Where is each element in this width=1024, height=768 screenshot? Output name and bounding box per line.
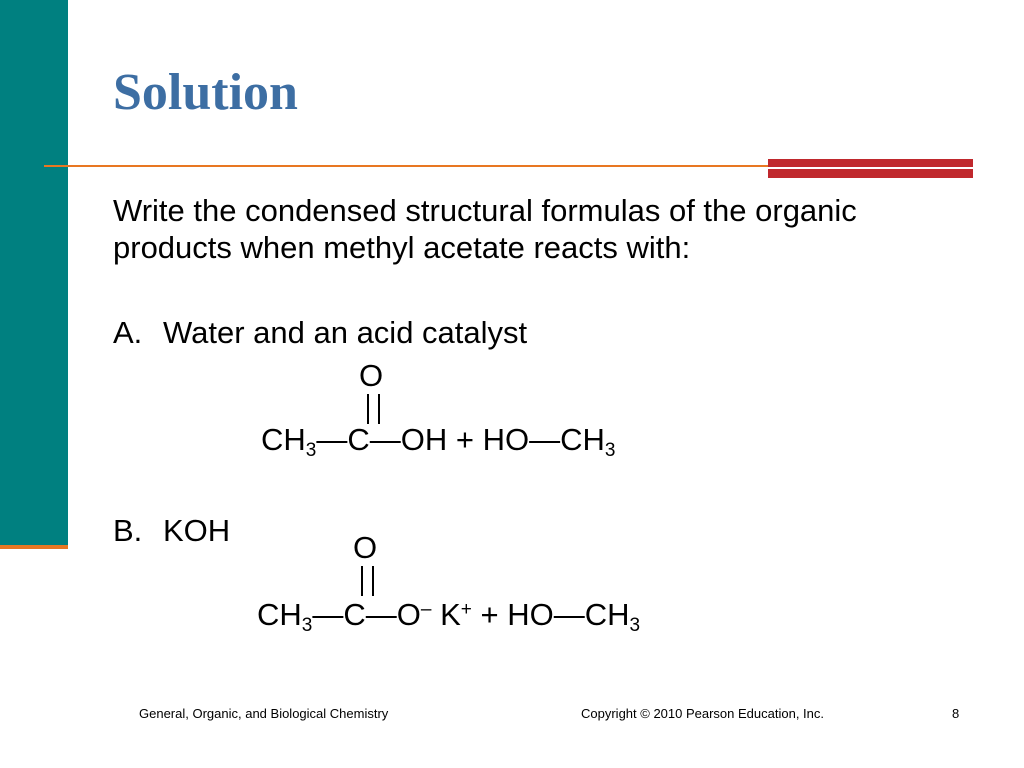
formula-b-carbon: C — [343, 597, 366, 632]
formula-a — [261, 422, 616, 461]
item-b-letter: B. — [113, 513, 143, 548]
formula-b-tail: + HO—CH — [471, 597, 630, 632]
formula-b-sub1: 3 — [301, 615, 313, 636]
formula-b-dash1: — — [312, 597, 344, 632]
formula-b-ch3: CH — [257, 597, 302, 632]
formula-b-double-bond — [361, 566, 374, 596]
item-a-letter: A. — [113, 315, 143, 350]
formula-b-positive-charge: + — [460, 599, 472, 620]
formula-b — [257, 597, 641, 636]
formula-b-potassium: K — [431, 597, 461, 632]
footer-copyright: Copyright © 2010 Pearson Education, Inc. — [581, 706, 825, 721]
formula-a-carbon: C — [347, 422, 370, 457]
item-a-text: Water and an acid catalyst — [163, 315, 528, 350]
item-b — [113, 512, 230, 549]
formula-b-carbonyl-oxygen: O — [352, 530, 378, 565]
slide-title: Solution — [113, 64, 298, 121]
formula-a-double-bond — [367, 394, 380, 424]
formula-a-dash1: — — [316, 422, 348, 457]
footer-course-title: General, Organic, and Biological Chemistry — [139, 706, 389, 721]
formula-b-negative-charge: – — [420, 599, 432, 620]
formula-a-carbonyl-oxygen: O — [358, 358, 384, 393]
formula-a-tail: OH + HO—CH — [400, 422, 605, 457]
formula-a-sub2: 3 — [604, 440, 616, 461]
formula-b-sub2: 3 — [629, 615, 641, 636]
formula-b-oxygen: O — [396, 597, 421, 632]
left-accent-bar — [0, 0, 68, 545]
left-accent-underline — [0, 545, 68, 549]
footer-page-number: 8 — [952, 706, 960, 721]
formula-a-ch3: CH — [261, 422, 306, 457]
title-divider-accent — [768, 159, 973, 178]
intro-text: Write the condensed structural formulas of the organic products when methyl acetate reacts with: — [113, 193, 857, 265]
item-b-text: KOH — [163, 513, 231, 548]
title-divider-line — [44, 165, 772, 167]
formula-a-dash2: — — [369, 422, 401, 457]
item-a — [113, 314, 527, 351]
formula-b-dash2: — — [365, 597, 397, 632]
formula-a-sub1: 3 — [305, 440, 317, 461]
